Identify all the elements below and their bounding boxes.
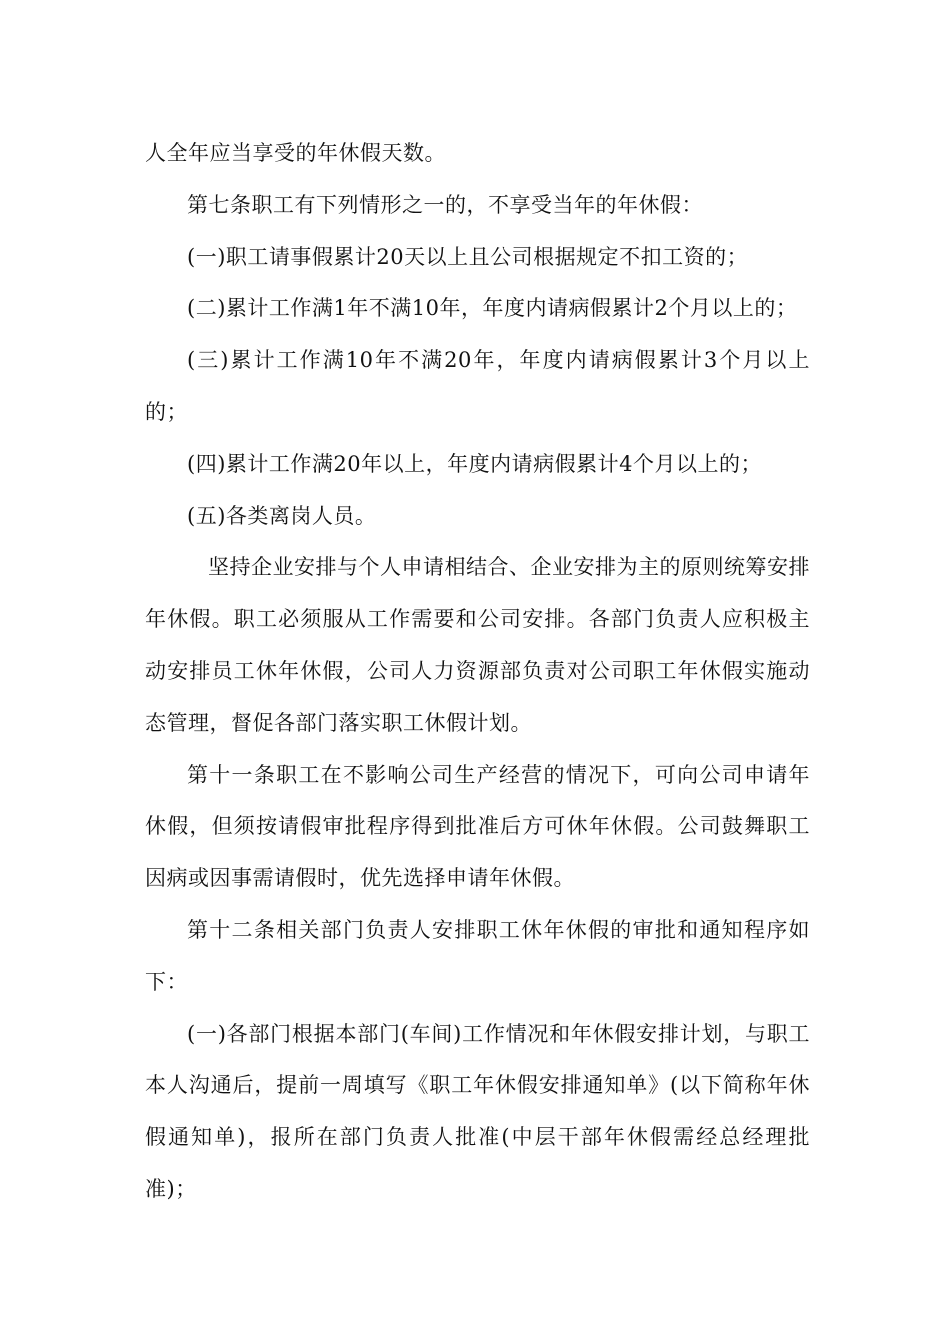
paragraph-article-11: 第十一条职工在不影响公司生产经营的情况下，可向公司申请年休假，但须按请假审批程序得到批准后方可休年休假。公司鼓舞职工因病或因事需请假时，优先选择申请年休假。 [145,762,810,891]
list-item-2: (二)累计工作满1年不满10年，年度内请病假累计2个月以上的； [187,296,798,321]
list-item-4: (四)累计工作满20年以上，年度内请病假累计4个月以上的； [187,451,762,476]
list-item-3: (三)累计工作满10年不满20年，年度内请病假累计3个月以上的； [145,348,810,424]
paragraph-arrangement-principle: 坚持企业安排与个人申请相结合、企业安排为主的原则统筹安排年休假。职工必须服从工作需要和公司安排。各部门负责人应积极主动安排员工休年休假，公司人力资源部负责对公司职工年休假实施动态管理，督促各部门落实职工休假计划。 [145,555,810,735]
paragraph-article-12: 第十二条相关部门负责人安排职工休年休假的审批和通知程序如下： [145,917,810,994]
list-item-1: (一)职工请事假累计20天以上且公司根据规定不扣工资的； [187,244,749,269]
list-item-procedure-1: (一)各部门根据本部门(车间)工作情况和年休假安排计划，与职工本人沟通后，提前一周填写《职工年休假安排通知单》(以下简称年休假通知单)，报所在部门负责人批准(中层干部年休假需经总经理批准)； [145,1021,810,1201]
list-item-5: (五)各类离岗人员。 [187,503,377,528]
document-body [145,128,810,1216]
paragraph-continuation: 人全年应当享受的年休假天数。 [145,141,446,165]
paragraph-article-7: 第七条职工有下列情形之一的，不享受当年的年休假： [187,192,703,217]
